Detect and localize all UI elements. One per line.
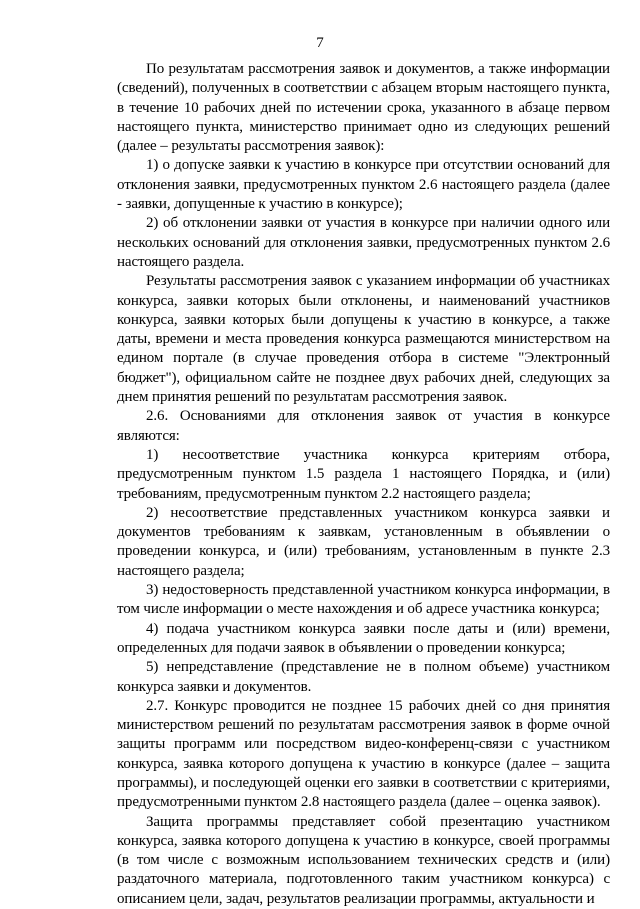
paragraph-reason-4: 4) подача участником конкурса заявки после даты и (или) времени, определенных для подачи заявок в объявлении о проведении конкурса; xyxy=(117,620,610,656)
paragraph-reason-1: 1) несоответствие участника конкурса критериям отбора, предусмотренным пунктом 1.5 раздела 1 настоящего Порядка, и (или) требованиям, предусмотренным пунктом 2.2 настоящего раздела; xyxy=(117,446,610,502)
paragraph-results-intro: По результатам рассмотрения заявок и документов, а также информации (сведений), полученных в соответствии с абзацем вторым настоящего пункта, в течение 10 рабочих дней по истечении срока, указанного в абзаце первом настоящего пункта, министерство принимает одно из следующих решений (далее – результаты рассмотрения заявок): xyxy=(117,61,610,155)
paragraph-reason-5: 5) непредставление (представление не в полном объеме) участником конкурса заявки и документов. xyxy=(117,659,610,695)
paragraph-admission: 1) о допуске заявки к участию в конкурсе при отсутствии оснований для отклонения заявки, предусмотренных пунктом 2.6 настоящего раздела (далее - заявки, допущенные к участию в конкурсе); xyxy=(117,157,610,213)
paragraph-results-publication: Результаты рассмотрения заявок с указанием информации об участниках конкурса, заявки которых были отклонены, и наименований участников конкурса, заявки которых были допущены к участию в конкурсе, а также даты, времени и места проведения конкурса размещаются министерством на едином портале (в случае проведения отбора в системе "Электронный бюджет"), официальном сайте не позднее двух рабочих дней, следующих за днем принятия решений по результатам рассмотрения заявок. xyxy=(117,273,610,406)
paragraph-reason-3: 3) недостоверность представленной участником конкурса информации, в том числе информации о месте нахождения и об адресе участника конкурса; xyxy=(117,582,610,618)
paragraph-program-defense: Защита программы представляет собой презентацию участником конкурса, заявка которого допущена к участию в конкурсе, своей программы (в том числе с возможным использованием технических средств и (или) раздаточного материала, подготовленного таким участником конкурса) с описанием цели, задач, результатов реализации программы, актуальности и xyxy=(117,813,610,907)
page-number: 7 xyxy=(316,35,324,51)
body-text xyxy=(117,60,610,909)
paragraph-section-2-6: 2.6. Основаниями для отклонения заявок от участия в конкурсе являются: xyxy=(117,408,610,444)
paragraph-reason-2: 2) несоответствие представленных участником конкурса заявки и документов требованиям к заявкам, установленным в объявлении о проведении конкурса, и (или) требованиям, установленным в пункте 2.3 настоящего раздела; xyxy=(117,504,610,579)
paragraph-section-2-7: 2.7. Конкурс проводится не позднее 15 рабочих дней со дня принятия министерством решений по результатам рассмотрения заявок в форме очной защиты программ или посредством видео-конференц-связи с участником конкурса, заявка которого допущена к участию в конкурсе (далее – защита программы), и последующей оценки его заявки в соответствии с критериями, предусмотренными пунктом 2.8 настоящего раздела (далее – оценка заявок). xyxy=(117,697,610,811)
paragraph-rejection: 2) об отклонении заявки от участия в конкурсе при наличии одного или нескольких оснований для отклонения заявки, предусмотренных пунктом 2.6 настоящего раздела. xyxy=(117,215,610,270)
